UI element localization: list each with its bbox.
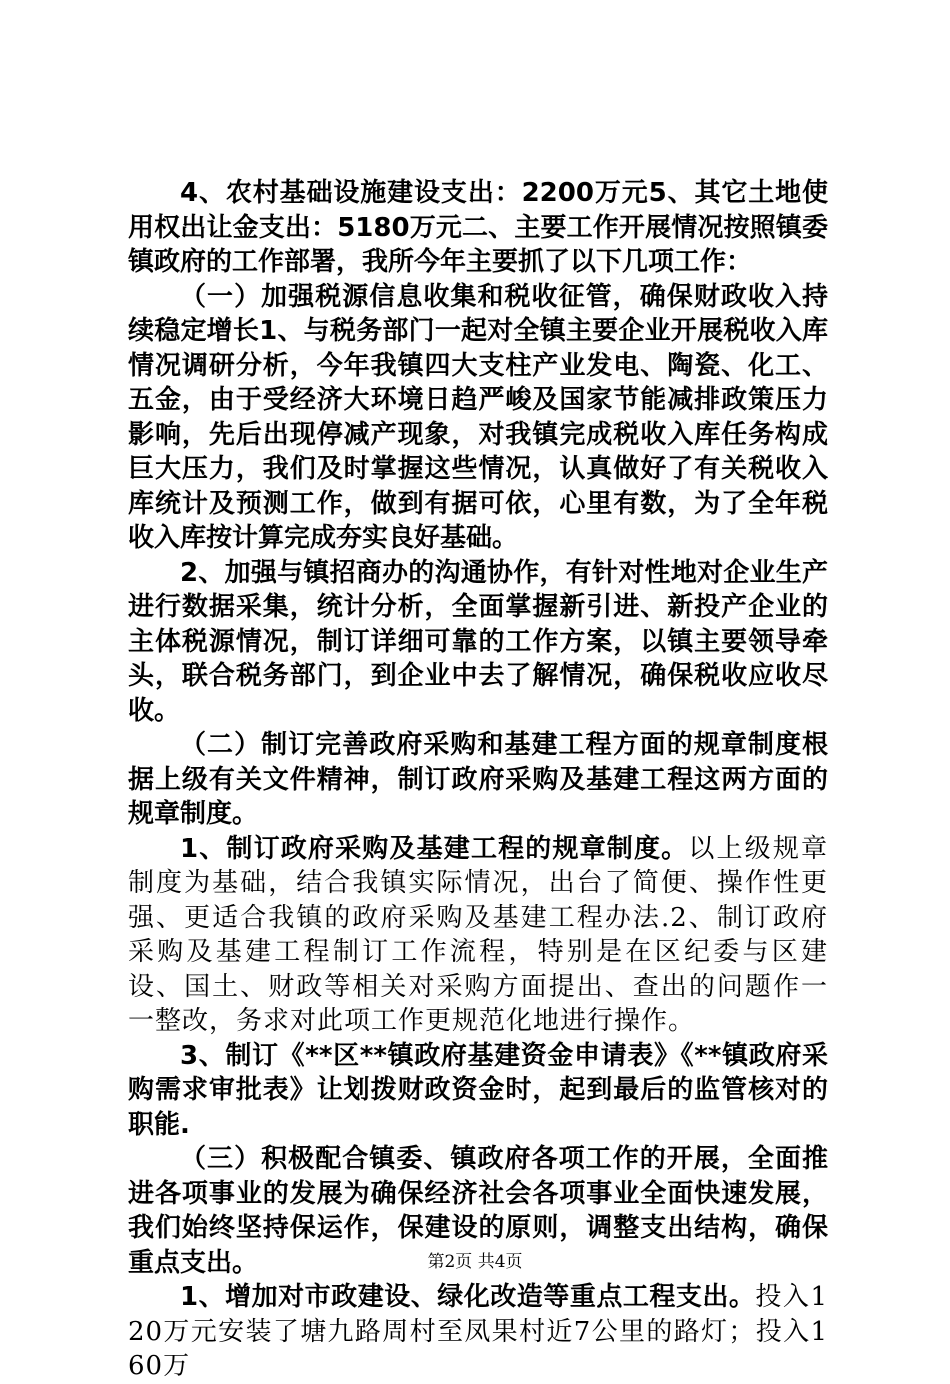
paragraph-6: [128, 1039, 828, 1143]
paragraph-2: [128, 280, 828, 556]
page-footer: 第2页 共4页: [427, 1252, 523, 1272]
paragraph-5: [128, 832, 828, 1039]
paragraph-1: [128, 176, 828, 280]
paragraph-6-lead: 3、制订《**区**镇政府基建资金申请表》《**镇政府采购需求审批表》让划拨财政资金时，起到最后的监管核对的职能.: [128, 1040, 828, 1140]
paragraph-4-lead: （二）制订完善政府采购和基建工程方面的规章制度根据上级有关文件精神，制订政府采购及基建工程这两方面的规章制度。: [128, 730, 828, 829]
paragraph-5-body: 以上级规章制度为基础，结合我镇实际情况，出台了简便、操作性更强、更适合我镇的政府采购及基建工程办法.2、制订政府采购及基建工程制订工作流程，特别是在区纪委与区建设、国土、财政等相关对采购方面提出、查出的问题作一一整改，务求对此项工作更规范化地进行操作。: [128, 833, 828, 1036]
paragraph-5-lead: 1、制订政府采购及基建工程的规章制度。: [180, 833, 689, 864]
paragraph-3: [128, 556, 828, 729]
paragraph-3-lead: 2、加强与镇招商办的沟通协作，有针对性地对企业生产进行数据采集，统计分析，全面掌握新引进、新投产企业的主体税源情况，制订详细可靠的工作方案，以镇主要领导牵头，联合税务部门，到企业中去了解情况，确保税收应收尽收。: [128, 557, 828, 726]
paragraph-8: [128, 1280, 828, 1384]
paragraph-8-lead: 1、增加对市政建设、绿化改造等重点工程支出。: [180, 1282, 756, 1312]
paragraph-2-lead: （一）加强税源信息收集和税收征管，确保财政收入持续稳定增长1、与税务部门一起对全镇主要企业开展税收入库情况调研分析，今年我镇四大支柱产业发电、陶瓷、化工、五金，由于受经济大环境日趋严峻及国家节能减排政策压力影响，先后出现停减产现象，对我镇完成税收入库任务构成巨大压力，我们及时掌握这些情况，认真做好了有关税收入库统计及预测工作，做到有据可依，心里有数，为了全年税收入库按计算完成夯实良好基础。: [128, 281, 828, 553]
paragraph-4: [128, 728, 828, 832]
paragraph-8-body: 投入120万元安装了塘九路周村至凤果村近7公里的路灯；投入160万: [128, 1282, 828, 1381]
paragraph-1-lead: 4、农村基础设施建设支出：2200万元5、其它土地使用权出让金支出：5180万元二、主要工作开展情况按照镇委镇政府的工作部署，我所今年主要抓了以下几项工作：: [128, 178, 828, 277]
document-body: [128, 176, 828, 1384]
paragraph-7-lead: （三）积极配合镇委、镇政府各项工作的开展，全面推进各项事业的发展为确保经济社会各项事业全面快速发展，我们始终坚持保运作，保建设的原则，调整支出结构，确保重点支出。: [128, 1144, 828, 1278]
